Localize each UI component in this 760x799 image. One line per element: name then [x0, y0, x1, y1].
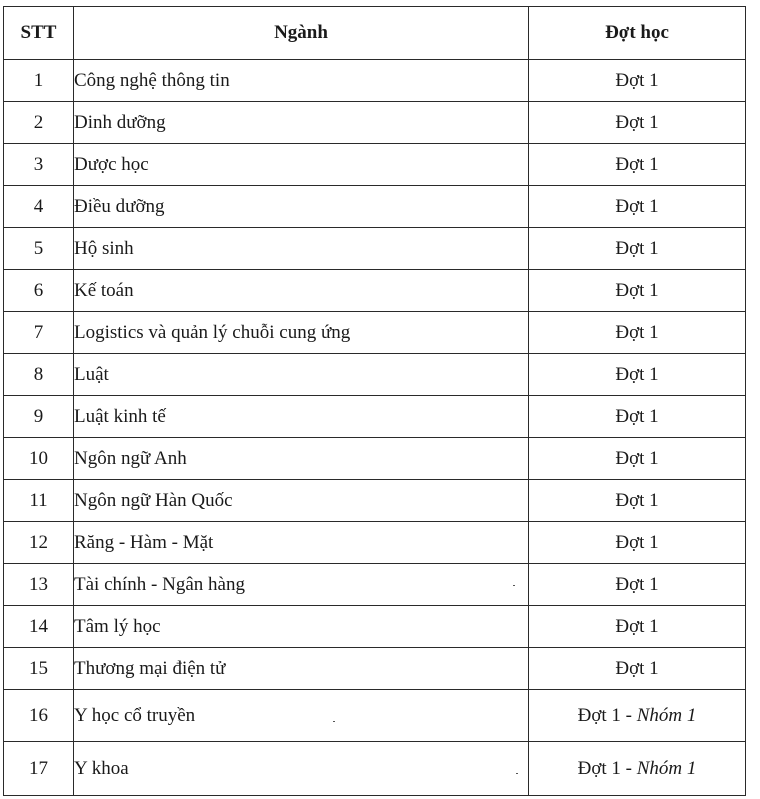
- header-stt: STT: [4, 7, 74, 60]
- row-batch: [529, 742, 746, 796]
- row-batch: [529, 144, 746, 186]
- table-row: [4, 742, 746, 796]
- row-major: Công nghệ thông tin: [74, 60, 529, 102]
- batch-label: Đợt 1: [615, 657, 659, 679]
- table-row: [4, 396, 746, 438]
- scan-speck: [333, 721, 335, 722]
- header-major: Ngành: [74, 7, 529, 60]
- row-batch: [529, 60, 746, 102]
- table-row: [4, 312, 746, 354]
- row-major: Hộ sinh: [74, 228, 529, 270]
- row-stt: 10: [4, 438, 74, 480]
- row-major: Dinh dưỡng: [74, 102, 529, 144]
- row-major: Luật kinh tế: [74, 396, 529, 438]
- row-stt: 2: [4, 102, 74, 144]
- table-row: [4, 186, 746, 228]
- row-stt: 7: [4, 312, 74, 354]
- batch-label: Đợt 1: [615, 111, 659, 133]
- scan-speck: [513, 585, 515, 586]
- row-batch: [529, 438, 746, 480]
- batch-label: Đợt 1: [615, 153, 659, 175]
- batch-label: Đợt 1: [615, 489, 659, 511]
- row-batch: [529, 606, 746, 648]
- table-row: [4, 102, 746, 144]
- row-batch: [529, 522, 746, 564]
- row-stt: 3: [4, 144, 74, 186]
- row-stt: 12: [4, 522, 74, 564]
- row-batch: [529, 312, 746, 354]
- row-major: Dược học: [74, 144, 529, 186]
- row-batch: [529, 648, 746, 690]
- batch-label: Đợt 1: [615, 405, 659, 427]
- row-major: Y học cổ truyền: [74, 690, 529, 742]
- row-major: Kế toán: [74, 270, 529, 312]
- table-row: [4, 564, 746, 606]
- row-major: Logistics và quản lý chuỗi cung ứng: [74, 312, 529, 354]
- table-row: [4, 60, 746, 102]
- row-batch: [529, 186, 746, 228]
- table-row: [4, 648, 746, 690]
- row-stt: 1: [4, 60, 74, 102]
- row-stt: 15: [4, 648, 74, 690]
- table-row: [4, 480, 746, 522]
- row-stt: 8: [4, 354, 74, 396]
- batch-label: Đợt 1: [615, 195, 659, 217]
- batch-label: Đợt 1: [615, 279, 659, 301]
- table-row: [4, 606, 746, 648]
- batch-label: Đợt 1 -: [577, 704, 637, 726]
- row-major: Điều dưỡng: [74, 186, 529, 228]
- row-stt: 6: [4, 270, 74, 312]
- batch-label: Đợt 1: [615, 69, 659, 91]
- table-row: [4, 438, 746, 480]
- row-stt: 11: [4, 480, 74, 522]
- table-row: [4, 144, 746, 186]
- row-stt: 14: [4, 606, 74, 648]
- major-schedule-table: [3, 6, 746, 796]
- row-stt: 5: [4, 228, 74, 270]
- scan-speck: [516, 773, 518, 774]
- batch-label: Đợt 1: [615, 321, 659, 343]
- table-header-row: [4, 7, 746, 60]
- row-major: Răng - Hàm - Mặt: [74, 522, 529, 564]
- header-batch: Đợt học: [529, 7, 746, 60]
- row-batch: [529, 354, 746, 396]
- row-major: Y khoa: [74, 742, 529, 796]
- batch-label: Đợt 1: [615, 573, 659, 595]
- row-batch: [529, 690, 746, 742]
- row-batch: [529, 396, 746, 438]
- row-batch: [529, 480, 746, 522]
- batch-label: Đợt 1: [615, 615, 659, 637]
- row-stt: 9: [4, 396, 74, 438]
- row-stt: 13: [4, 564, 74, 606]
- row-major: Ngôn ngữ Hàn Quốc: [74, 480, 529, 522]
- group-label: Nhóm 1: [636, 704, 697, 726]
- table-row: [4, 228, 746, 270]
- row-major: Tài chính - Ngân hàng: [74, 564, 529, 606]
- table-row: [4, 354, 746, 396]
- group-label: Nhóm 1: [636, 757, 697, 779]
- row-batch: [529, 564, 746, 606]
- batch-label: Đợt 1: [615, 447, 659, 469]
- row-stt: 17: [4, 742, 74, 796]
- row-batch: [529, 270, 746, 312]
- row-major: Thương mại điện tử: [74, 648, 529, 690]
- table-row: [4, 522, 746, 564]
- row-batch: [529, 228, 746, 270]
- row-major: Luật: [74, 354, 529, 396]
- row-batch: [529, 102, 746, 144]
- batch-label: Đợt 1: [615, 363, 659, 385]
- table-row: [4, 690, 746, 742]
- row-major: Ngôn ngữ Anh: [74, 438, 529, 480]
- row-major: Tâm lý học: [74, 606, 529, 648]
- batch-label: Đợt 1 -: [577, 757, 637, 779]
- batch-label: Đợt 1: [615, 237, 659, 259]
- table-row: [4, 270, 746, 312]
- batch-label: Đợt 1: [615, 531, 659, 553]
- row-stt: 4: [4, 186, 74, 228]
- row-stt: 16: [4, 690, 74, 742]
